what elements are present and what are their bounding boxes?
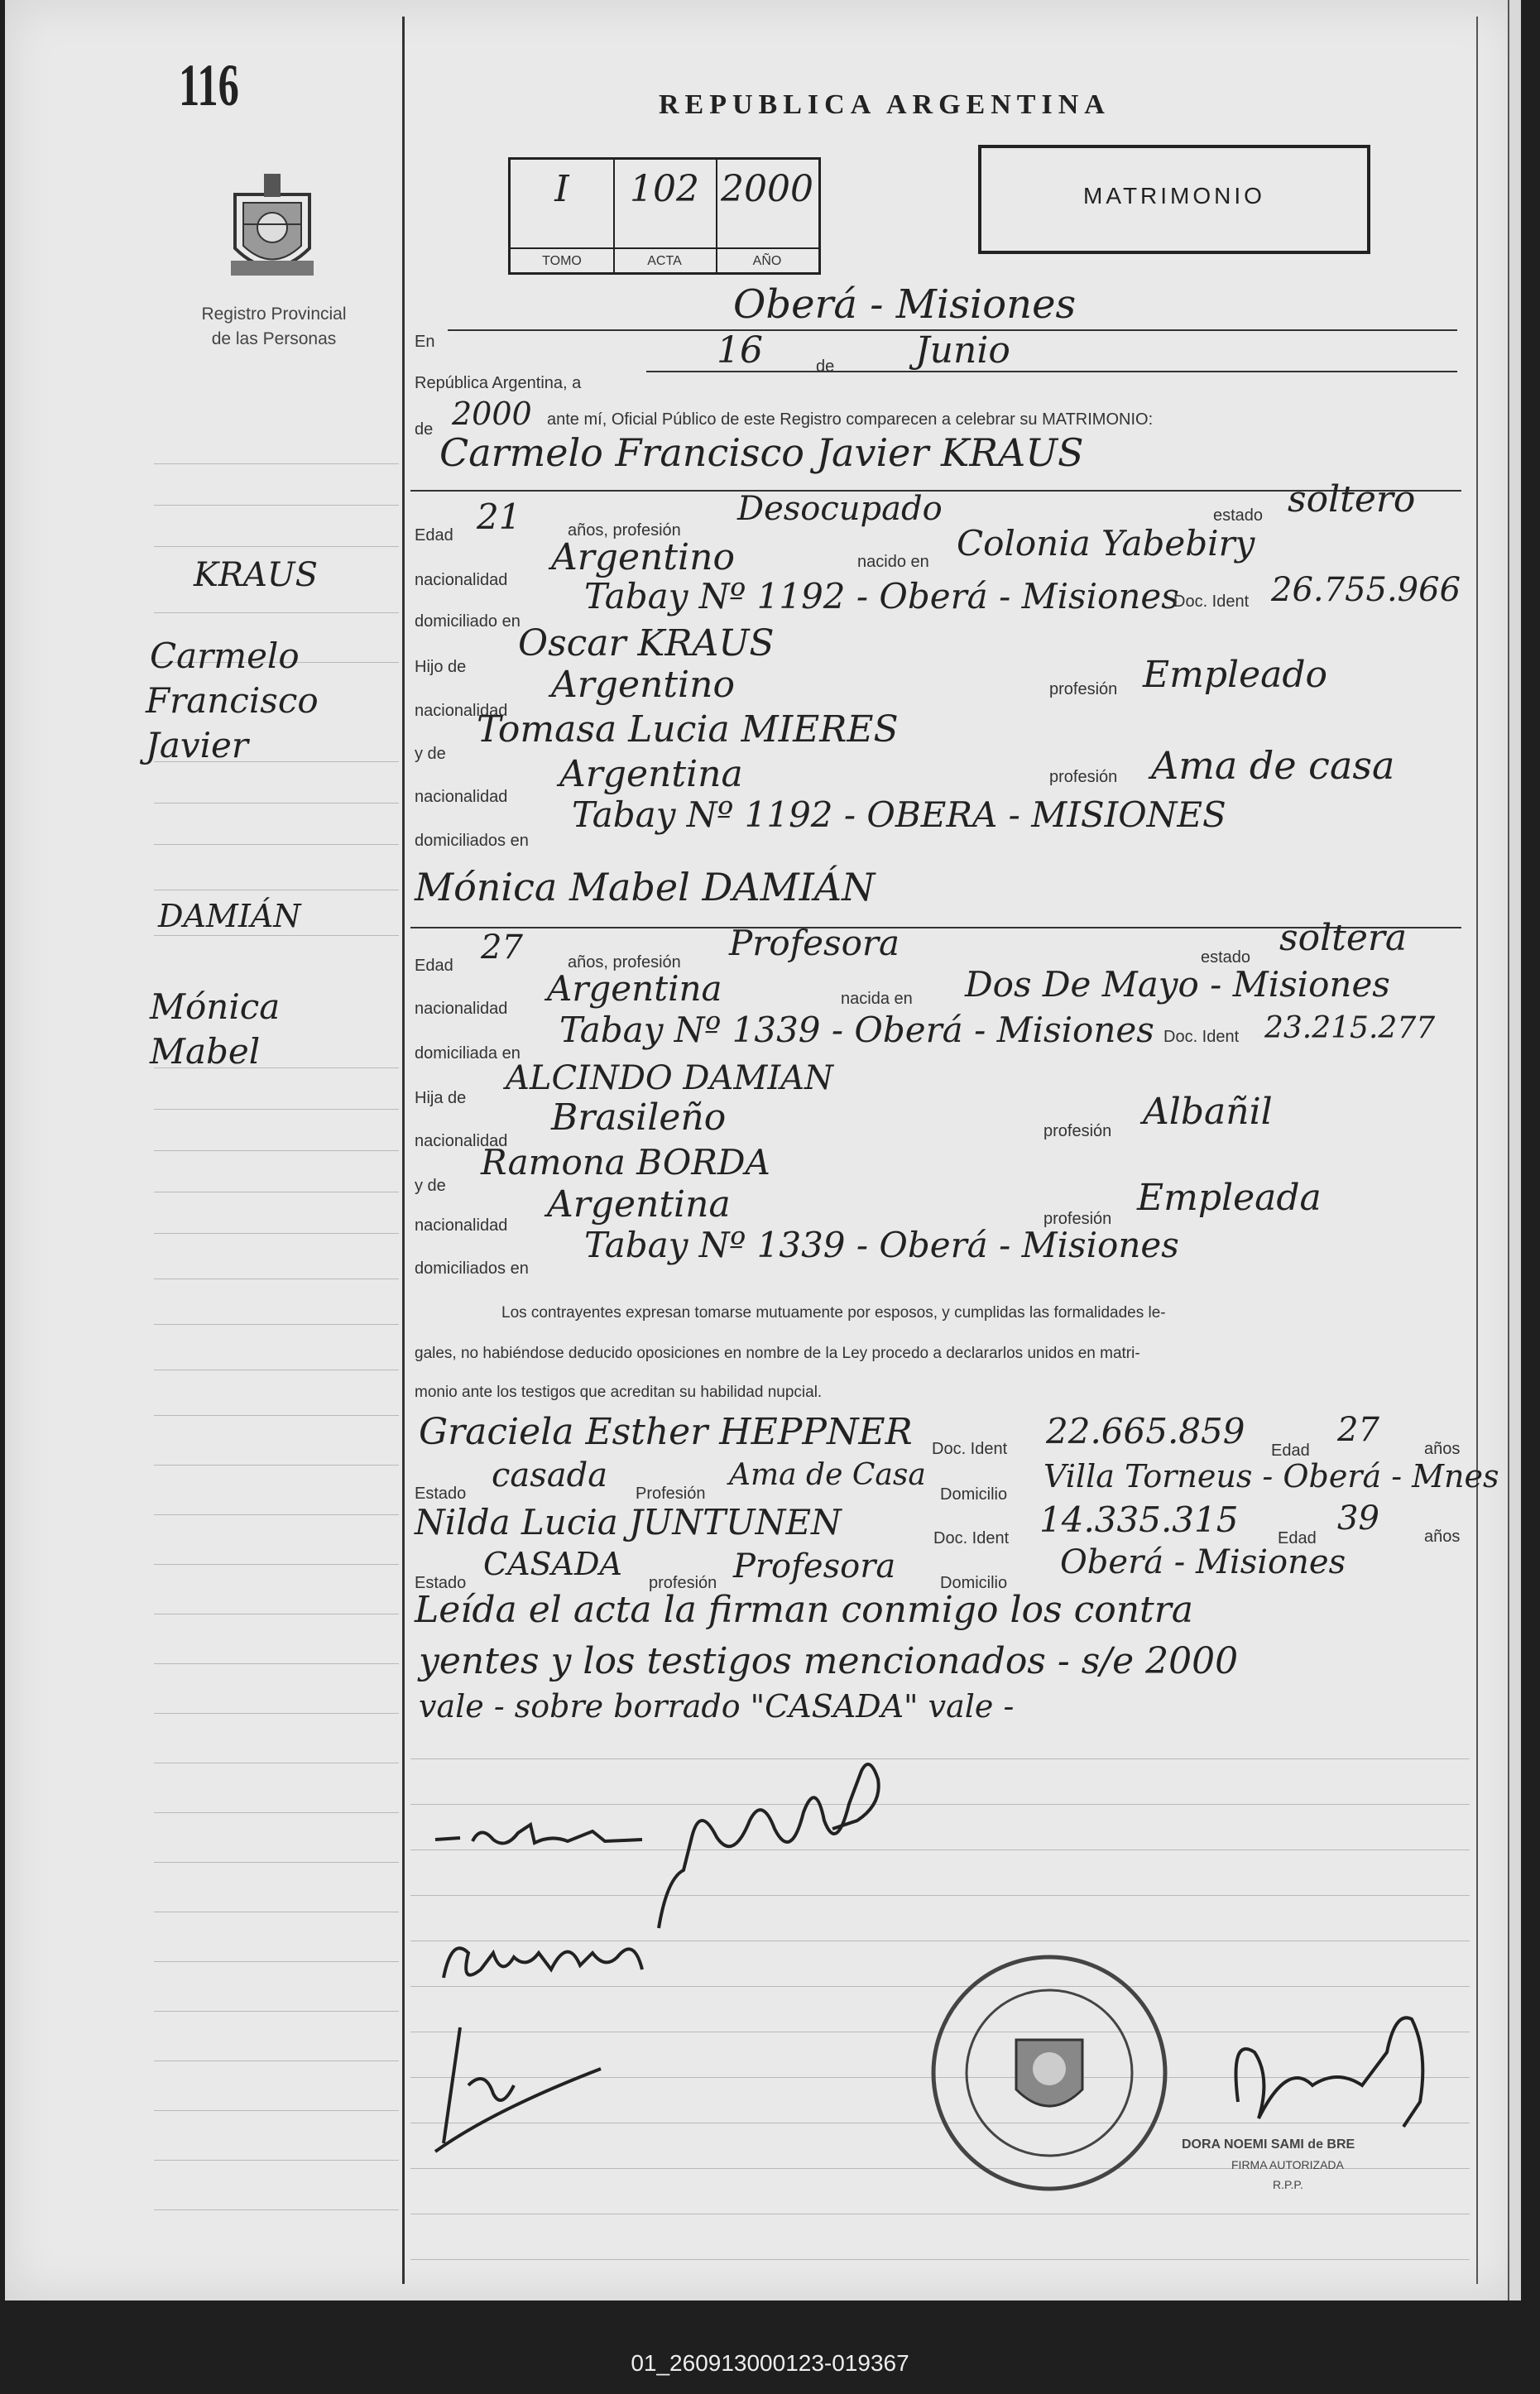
witness2-name: Nilda Lucia JUNTUNEN — [415, 1502, 842, 1542]
witness1-estado-label: Estado — [415, 1485, 467, 1503]
margin-groom-given-3: Javier — [146, 725, 248, 765]
bride-doc-label: Doc. Ident — [1163, 1028, 1240, 1046]
bride-address: Tabay Nº 1339 - Oberá - Misiones — [559, 1010, 1154, 1050]
witness1-status: casada — [492, 1456, 608, 1494]
witness2-dom-label: Domicilio — [940, 1574, 1008, 1592]
groom-mother-profession: Ama de casa — [1151, 743, 1395, 788]
groom-doc: 26.755.966 — [1271, 571, 1461, 609]
ano-label: AÑO — [752, 254, 782, 268]
groom-nacionalidad-label: nacionalidad — [415, 571, 508, 589]
bride-signature — [650, 1746, 899, 1936]
bride-full-name: Mónica Mabel DAMIÁN — [415, 865, 876, 909]
org-line-2: de las Personas — [211, 329, 337, 348]
place-value: Oberá - Misiones — [733, 281, 1077, 328]
witness2-address: Oberá - Misiones — [1060, 1543, 1346, 1581]
official-signature — [1221, 2003, 1461, 2135]
tomo-label: TOMO — [542, 254, 582, 268]
republic-label: República Argentina, a — [415, 374, 582, 392]
acta-label: ACTA — [647, 254, 682, 268]
witness1-anios-label: años — [1424, 1440, 1461, 1458]
witness2-edad-label: Edad — [1278, 1529, 1317, 1547]
groom-parents-address: Tabay Nº 1192 - OBERA - MISIONES — [572, 794, 1226, 835]
witness2-doc-label: Doc. Ident — [933, 1529, 1010, 1547]
page-number: 116 — [179, 52, 239, 118]
groom-age: 21 — [477, 497, 521, 537]
groom-nationality: Argentino — [551, 536, 735, 578]
bride-age: 27 — [481, 928, 523, 967]
bride-parents-address: Tabay Nº 1339 - Oberá - Misiones — [584, 1225, 1179, 1265]
witness2-estado-label: Estado — [415, 1574, 467, 1592]
groom-mother-nationality: Argentina — [559, 753, 743, 795]
coat-of-arms-icon — [218, 170, 326, 290]
groom-mother-nat-label: nacionalidad — [415, 788, 508, 806]
groom-full-name: Carmelo Francisco Javier KRAUS — [439, 430, 1084, 475]
bride-nacionalidad-label: nacionalidad — [415, 1000, 508, 1018]
bride-parents-dom-label: domiciliados en — [415, 1259, 529, 1278]
witness2-profession: Profesora — [733, 1547, 896, 1586]
de-prefix: de — [415, 420, 434, 439]
reference-box — [508, 157, 821, 275]
groom-domiciliado-label: domiciliado en — [415, 612, 521, 631]
witness2-anios-label: años — [1424, 1528, 1461, 1546]
acta-value: 102 — [630, 168, 699, 210]
bride-yde-label: y de — [415, 1177, 446, 1195]
issuing-organization — [166, 302, 381, 352]
bride-mother-profession: Empleada — [1137, 1177, 1322, 1219]
groom-birthplace: Colonia Yabebiry — [957, 523, 1255, 564]
margin-bride-given-2: Mabel — [150, 1031, 261, 1072]
witness1-prof-label: Profesión — [636, 1485, 706, 1503]
groom-mother: Tomasa Lucia MIERES — [477, 708, 899, 751]
notary-suffix: R.P.P. — [1273, 2178, 1303, 2191]
groom-signature — [427, 1800, 659, 1866]
declaration-line-1: Los contrayentes expresan tomarse mutuamente por esposos, y cumplidas las formalidades le- — [501, 1304, 1166, 1322]
witness1-doc: 22.665.859 — [1046, 1411, 1245, 1451]
closing-line-2: yentes y los testigos mencionados - s/e 2000 — [419, 1640, 1239, 1682]
bride-domiciliada-label: domiciliada en — [415, 1044, 521, 1063]
declaration-line-3: monio ante los testigos que acreditan su habilidad nupcial. — [415, 1384, 823, 1401]
right-rule — [1476, 17, 1478, 2284]
footer-code: 01_260913000123-019367 — [631, 2350, 909, 2376]
notary-block — [1182, 2135, 1438, 2195]
bride-hija-label: Hija de — [415, 1089, 467, 1107]
year-value: 2000 — [452, 396, 532, 432]
witness1-age: 27 — [1337, 1411, 1379, 1449]
groom-yde-label: y de — [415, 745, 446, 763]
witness1-address: Villa Torneus - Oberá - Mnes — [1043, 1458, 1499, 1494]
witness1-edad-label: Edad — [1271, 1442, 1310, 1460]
margin-bride-surname: DAMIÁN — [158, 898, 301, 934]
tomo-value: I — [554, 168, 569, 210]
month-value: Junio — [915, 329, 1010, 372]
witness1-dom-label: Domicilio — [940, 1485, 1008, 1504]
margin-groom-given-2: Francisco — [146, 680, 319, 721]
official-seal-icon — [925, 1949, 1173, 2197]
margin-bride-given-1: Mónica — [150, 986, 281, 1027]
groom-father: Oscar KRAUS — [518, 622, 775, 664]
bride-estado-label: estado — [1201, 948, 1251, 967]
acta-cell — [613, 160, 717, 272]
groom-father-nat-label: nacionalidad — [415, 702, 508, 720]
groom-address: Tabay Nº 1192 - Oberá - Misiones — [584, 576, 1179, 616]
witness2-doc: 14.335.315 — [1039, 1499, 1239, 1540]
notary-title: FIRMA AUTORIZADA — [1231, 2158, 1344, 2171]
closing-line-3: vale - sobre borrado "CASADA" vale - — [419, 1688, 1015, 1725]
bride-edad-label: Edad — [415, 957, 453, 975]
witness1-doc-label: Doc. Ident — [932, 1440, 1008, 1458]
ano-cell — [716, 160, 818, 272]
bride-birthplace: Dos De Mayo - Misiones — [965, 964, 1390, 1005]
ante-text: ante mí, Oficial Público de este Registro comparecen a celebrar su MATRIMONIO: — [547, 410, 1154, 429]
groom-anios-profesion-label: años, profesión — [568, 521, 681, 540]
bride-father-nat-label: nacionalidad — [415, 1132, 508, 1150]
witness2-signature — [410, 2019, 626, 2160]
bride-father-prof-label: profesión — [1043, 1122, 1112, 1140]
document-type-box — [978, 145, 1370, 254]
groom-father-profession: Empleado — [1143, 654, 1328, 696]
witness1-signature — [435, 1920, 667, 2011]
groom-edad-label: Edad — [415, 526, 453, 545]
ano-value: 2000 — [721, 168, 813, 210]
bride-mother-nat-label: nacionalidad — [415, 1216, 508, 1235]
groom-nacido-label: nacido en — [857, 553, 929, 571]
country-title: REPUBLICA ARGENTINA — [659, 89, 1111, 120]
day-value: 16 — [717, 329, 763, 372]
document-type: MATRIMONIO — [1083, 183, 1265, 209]
margin-groom-given-1: Carmelo — [150, 636, 300, 676]
groom-estado-label: estado — [1213, 506, 1264, 525]
bride-nationality: Argentina — [547, 968, 722, 1009]
bride-status: soltera — [1279, 917, 1408, 959]
groom-father-nationality: Argentino — [551, 664, 735, 706]
en-label: En — [415, 333, 435, 351]
groom-parents-dom-label: domiciliados en — [415, 832, 529, 850]
witness2-status: CASADA — [483, 1546, 622, 1582]
witness2-age: 39 — [1337, 1499, 1379, 1538]
bride-father-profession: Albañil — [1143, 1091, 1273, 1133]
witness1-name: Graciela Esther HEPPNER — [419, 1411, 913, 1453]
bride-mother: Ramona BORDA — [481, 1142, 770, 1183]
groom-status: soltero — [1288, 478, 1416, 521]
bride-profession: Profesora — [729, 923, 900, 963]
bride-nacida-label: nacida en — [841, 990, 913, 1008]
tomo-cell — [511, 160, 615, 272]
groom-doc-label: Doc. Ident — [1173, 593, 1250, 611]
page-edge — [1508, 0, 1521, 2300]
witness2-prof-label: profesión — [649, 1574, 717, 1592]
margin-groom-surname: KRAUS — [194, 556, 318, 594]
groom-hijo-label: Hijo de — [415, 658, 467, 676]
margin-rule — [402, 17, 405, 2284]
bride-anios-profesion-label: años, profesión — [568, 953, 681, 972]
bride-father: ALCINDO DAMIAN — [506, 1059, 834, 1097]
bride-mother-prof-label: profesión — [1043, 1210, 1112, 1228]
bride-father-nationality: Brasileño — [551, 1096, 727, 1139]
declaration-line-2: gales, no habiéndose deducido oposiciones en nombre de la Ley procedo a declararlos unidos en matri- — [415, 1345, 1140, 1362]
witness1-profession: Ama de Casa — [729, 1458, 926, 1492]
bride-doc: 23.215.277 — [1264, 1011, 1436, 1045]
groom-profession: Desocupado — [737, 490, 943, 528]
closing-line-1: Leída el acta la firman conmigo los contra — [415, 1589, 1193, 1631]
de-label: de — [816, 357, 835, 376]
org-line-1: Registro Provincial — [201, 305, 347, 324]
register-page — [5, 0, 1519, 2300]
notary-name: DORA NOEMI SAMI de BRE — [1182, 2137, 1355, 2152]
groom-father-prof-label: profesión — [1049, 680, 1118, 698]
groom-mother-prof-label: profesión — [1049, 768, 1118, 786]
bride-mother-nationality: Argentina — [547, 1183, 731, 1226]
